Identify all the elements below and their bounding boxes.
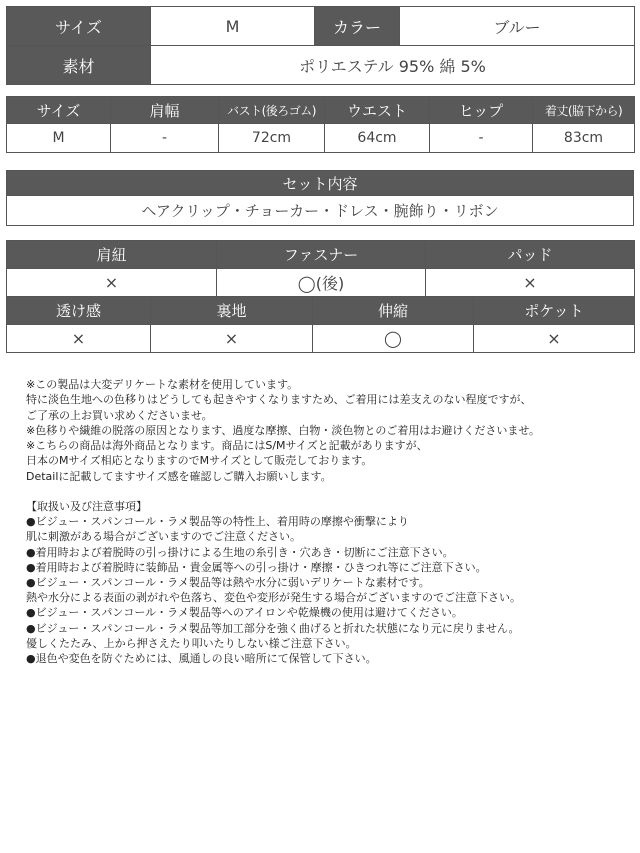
care-line: ●ビジュー・スパンコール・ラメ製品等へのアイロンや乾燥機の使用は避けてください。 xyxy=(26,606,463,620)
care-line: ●着用時および着脱時の引っ掛けによる生地の糸引き・穴あき・切断にご注意下さい。 xyxy=(26,545,454,559)
note-line: 特に淡色生地への色移りはどうしても起きやすくなりますため、ご着用には差支えのない程度ですが、 xyxy=(26,393,532,407)
note-line: ご了承の上お買い求めくださいませ。 xyxy=(26,408,213,422)
care-heading: 【取扱い及び注意事項】 xyxy=(26,500,147,513)
measure-header-shoulder: 肩幅 xyxy=(111,97,219,124)
measure-header-length: 着丈(脇下から) xyxy=(533,97,635,124)
measure-shoulder: - xyxy=(111,124,219,153)
size-label: サイズ xyxy=(7,7,151,46)
note-line: ※こちらの商品は海外商品となります。商品にはS/Mサイズと記載がありますが、 xyxy=(26,439,428,453)
set-value: ヘアクリップ・チョーカー・ドレス・腕飾り・リボン xyxy=(7,196,634,226)
note-line: ※色移りや繊維の脱落の原因となります、過度な摩擦、白物・淡色物とのご着用はお避けくださいませ。 xyxy=(26,423,541,437)
measure-hip: - xyxy=(430,124,533,153)
feature-pad: × xyxy=(426,269,635,297)
feature-lining: × xyxy=(151,325,313,353)
feature-header-lining: 裏地 xyxy=(151,297,313,325)
set-header: セット内容 xyxy=(7,171,634,196)
measure-waist: 64cm xyxy=(325,124,430,153)
measure-header-waist: ウエスト xyxy=(325,97,430,124)
care-line: ●ビジュー・スパンコール・ラメ製品等は熱や水分に弱いデリケートな素材です。 xyxy=(26,576,430,590)
measure-header-hip: ヒップ xyxy=(430,97,533,124)
material-value: ポリエステル 95% 綿 5% xyxy=(151,46,635,85)
measure-bust: 72cm xyxy=(219,124,325,153)
care-line: 肌に刺激がある場合がございますのでご注意ください。 xyxy=(26,530,301,544)
features-table-2 xyxy=(6,296,635,353)
care-line: ●退色や変色を防ぐためには、風通しの良い暗所にて保管して下さい。 xyxy=(26,652,377,666)
measure-header-size: サイズ xyxy=(7,97,111,124)
care-line: ●ビジュー・スパンコール・ラメ製品等の特性上、着用時の摩擦や衝撃により xyxy=(26,515,409,529)
feature-header-pocket: ポケット xyxy=(474,297,635,325)
feature-header-stretch: 伸縮 xyxy=(313,297,474,325)
feature-header-pad: パッド xyxy=(426,241,635,269)
feature-stretch: ◯ xyxy=(313,325,474,353)
care-instructions xyxy=(26,499,636,666)
measure-size: M xyxy=(7,124,111,153)
measure-length: 83cm xyxy=(533,124,635,153)
note-line: Detailに記載してますサイズ感を確認しご購入お願いします。 xyxy=(26,469,332,483)
feature-pocket: × xyxy=(474,325,635,353)
note-line: 日本のMサイズ相応となりますのでMサイズとして販売しております。 xyxy=(26,454,373,468)
care-line: 優しくたたみ、上から押さえたり叩いたりしない様ご注意下さい。 xyxy=(26,636,357,650)
care-line: 熱や水分による表面の剥がれや色落ち、変色や変形が発生する場合がございますのでご注意下さい。 xyxy=(26,591,521,605)
color-label: カラー xyxy=(315,7,400,46)
feature-straps: × xyxy=(7,269,217,297)
color-value: ブルー xyxy=(400,7,635,46)
set-contents-table xyxy=(6,170,634,226)
feature-header-sheer: 透け感 xyxy=(7,297,151,325)
note-line: ※この製品は大変デリケートな素材を使用しています。 xyxy=(26,378,299,391)
features-table-1 xyxy=(6,240,635,297)
feature-header-fastener: ファスナー xyxy=(217,241,426,269)
feature-header-straps: 肩紐 xyxy=(7,241,217,269)
feature-sheer: × xyxy=(7,325,151,353)
care-line: ●着用時および着脱時に装飾品・貴金属等への引っ掛け・摩擦・ひきつれ等にご注意下さい。 xyxy=(26,560,487,574)
product-notes xyxy=(26,377,636,484)
summary-table xyxy=(6,6,635,85)
measure-header-bust: バスト(後ろゴム) xyxy=(219,97,325,124)
care-line: ●ビジュー・スパンコール・ラメ製品等加工部分を強く曲げると折れた状態になり元に戻りません。 xyxy=(26,621,520,635)
size-value: M xyxy=(151,7,315,46)
measurements-table xyxy=(6,96,635,153)
material-label: 素材 xyxy=(7,46,151,85)
feature-fastener: ◯(後) xyxy=(217,269,426,297)
